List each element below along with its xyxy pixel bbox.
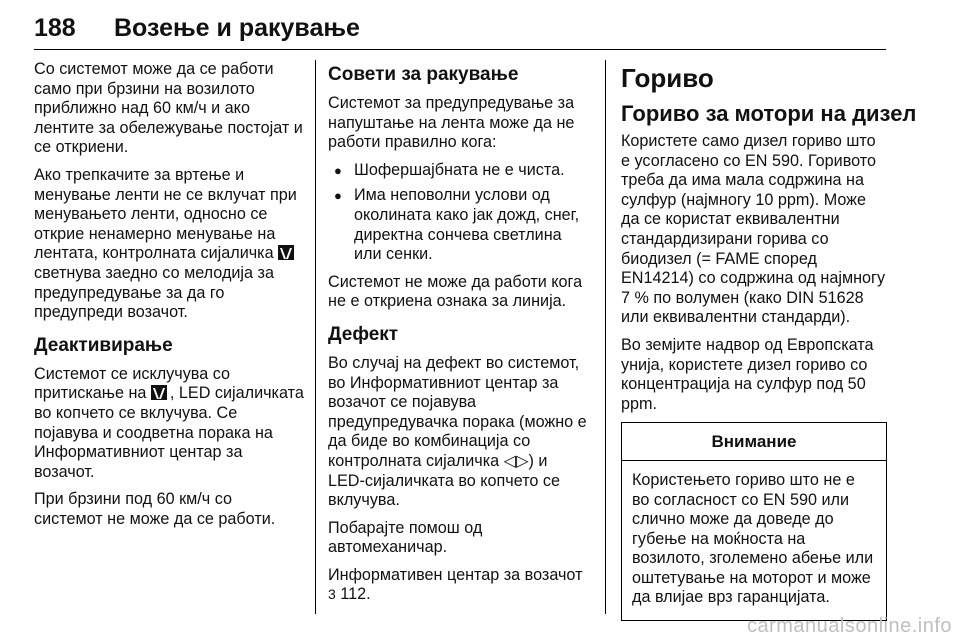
paragraph: Системот се исклучува со притискање на , LED сијаличката во копчето се вклучува. Се појавува и соодветна порака на Информативниот центар за возачот. (34, 364, 304, 481)
lane-warning-symbol-icon: ◁▷ (503, 451, 529, 470)
section-heading-deactivation: Деактивирање (34, 334, 173, 356)
section-heading-fault: Дефект (328, 323, 399, 345)
paragraph: Системот не може да работи кога не е откриена ознака за линија. (328, 272, 583, 311)
paragraph: Ако трепкачите за вртење и менување ленти не се вклучат при менувањето ленти, односно се открие ненамерно менување на лентата, контролната сијаличка светнува заедно со мелодија за предупредување за да го предупреди возачот. (34, 165, 297, 322)
warning-box (621, 422, 887, 621)
paragraph: Во случај на дефект во системот, во Информативниот центар за возачот се појавува предупредувачка порака (можно е да биде во комбинација со контролната сијаличка ◁▷) и LED-сијаличката во копчето се вклучува. (328, 353, 587, 510)
section-heading-tips: Совети за ракување (328, 64, 519, 85)
list-item: ● Шофершајбната не е чиста. (328, 161, 588, 181)
warning-body: Користењето гориво што не е во согласност со EN 590 или слично може да доведе до губење на моќноста на возилото, зголемено абење или оштетување на моторот и може да влијае врз гаранцијата. (632, 470, 874, 607)
paragraph: Системот за предупредување за напуштање на лента може да не работи правилно кога: (328, 94, 575, 152)
column-1 (34, 60, 304, 537)
watermark: carmanualsonline.info (746, 615, 952, 637)
subsection-title-diesel: Гориво за мотори на дизел (621, 101, 917, 126)
page-reference-link[interactable]: 112. (340, 585, 371, 604)
page-reference-arrow-icon[interactable]: 3 (328, 586, 336, 603)
section-title-fuel: Гориво (621, 63, 714, 93)
paragraph: Побарајте помош од автомеханичар. (328, 518, 483, 557)
column-divider (315, 60, 316, 614)
column-2 (328, 60, 588, 613)
page-number: 188 (34, 14, 76, 42)
lane-departure-icon (151, 385, 167, 400)
paragraph: Користете само дизел гориво што е усогласено со EN 590. Горивото треба да има мала содржина на сулфур (најмногу 10 ppm). Може да се користат еквивалентни стандардизирани горива со биодизел (= FAME според EN14214) со содржина од најмногу 7 % по волумен (како DIN 51628 или еквивалентни стандарди). (621, 132, 886, 327)
paragraph: Информативен центар за возачот 3 112. (328, 565, 583, 604)
column-divider (605, 60, 606, 614)
paragraph: Со системот може да се работи само при брзини на возилото приближно над 60 км/ч и ако лентите за обележување постојат и се откриени. (34, 60, 303, 157)
lane-departure-icon (278, 245, 294, 260)
paragraph: При брзини под 60 км/ч со системот не може да се работи. (34, 490, 276, 528)
column-3 (621, 60, 917, 621)
list-item: ● Има неповолни услови од околината како јак дожд, снег, директна сончева светлина или сенки. (328, 186, 588, 264)
chapter-title: Возење и ракување (114, 14, 360, 42)
paragraph: Во земјите надвор од Европската унија, користете дизел гориво со концентрација на сулфур под 50 ppm. (621, 335, 874, 413)
conditions-list (328, 161, 588, 265)
warning-title: Внимание (622, 423, 886, 461)
page-header (34, 10, 886, 50)
